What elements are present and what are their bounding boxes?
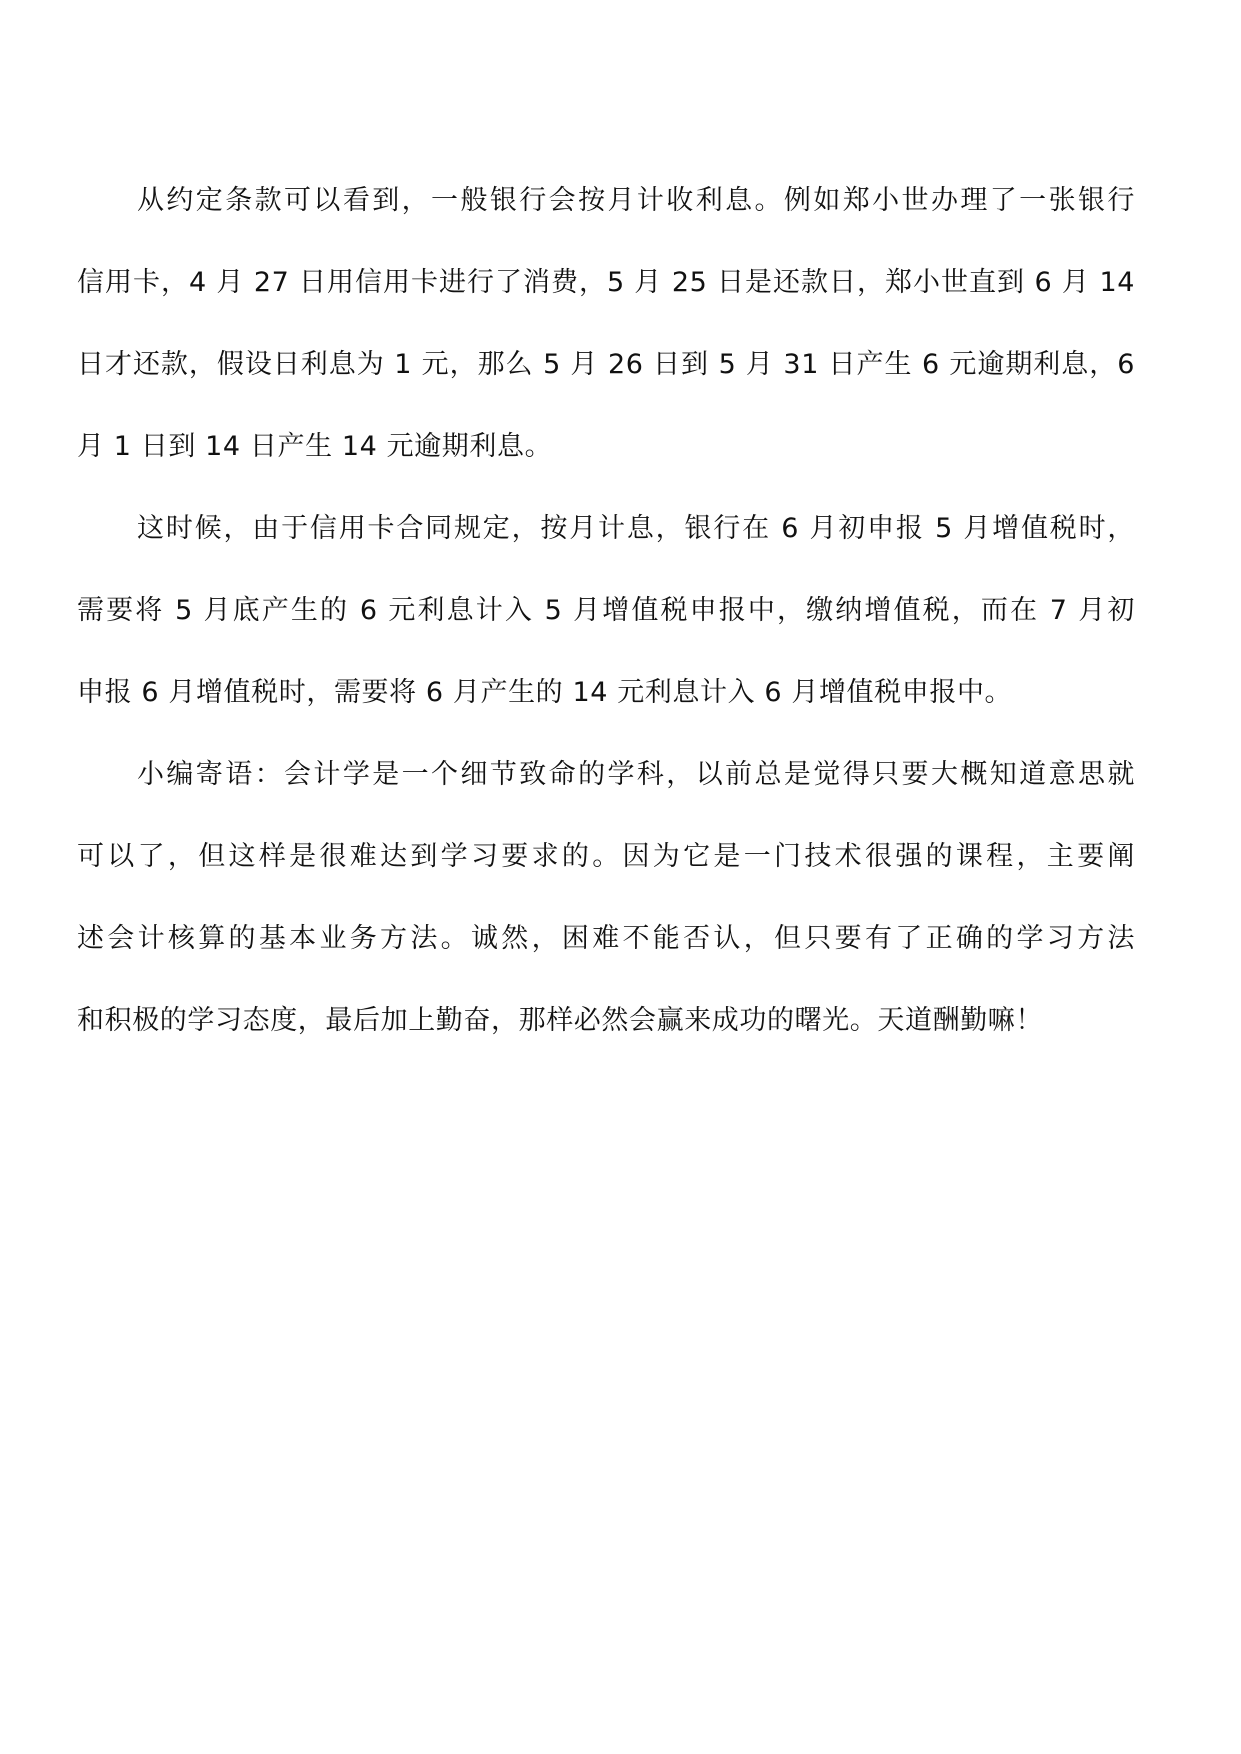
text-line: 可以了，但这样是很难达到学习要求的。因为它是一门技术很强的课程，主要阐 — [77, 841, 1135, 872]
text-line: 申报 6 月增值税时，需要将 6 月产生的 14 元利息计入 6 月增值税申报中。 — [77, 677, 1013, 708]
paragraph-vat-filing — [77, 488, 1135, 734]
text-line: 信用卡，4 月 27 日用信用卡进行了消费，5 月 25 日是还款日，郑小世直到 6 月 14 — [77, 267, 1135, 298]
document-body — [77, 160, 1135, 1062]
text-line: 需要将 5 月底产生的 6 元利息计入 5 月增值税申报中，缴纳增值税，而在 7 月初 — [77, 595, 1135, 626]
paragraph-interest-example — [77, 160, 1135, 488]
text-line: 和积极的学习态度，最后加上勤奋，那样必然会赢来成功的曙光。天道酬勤嘛！ — [77, 1005, 1043, 1036]
text-line: 月 1 日到 14 日产生 14 元逾期利息。 — [77, 431, 553, 462]
text-line: 从约定条款可以看到，一般银行会按月计收利息。例如郑小世办理了一张银行 — [137, 185, 1135, 216]
text-line: 这时候，由于信用卡合同规定，按月计息，银行在 6 月初申报 5 月增值税时， — [137, 513, 1135, 544]
text-line: 小编寄语：会计学是一个细节致命的学科，以前总是觉得只要大概知道意思就 — [137, 759, 1135, 790]
text-line: 述会计核算的基本业务方法。诚然，困难不能否认，但只要有了正确的学习方法 — [77, 923, 1135, 954]
paragraph-editor-note — [77, 734, 1135, 1062]
text-line: 日才还款，假设日利息为 1 元，那么 5 月 26 日到 5 月 31 日产生 6 元逾期利息，6 — [77, 349, 1135, 380]
